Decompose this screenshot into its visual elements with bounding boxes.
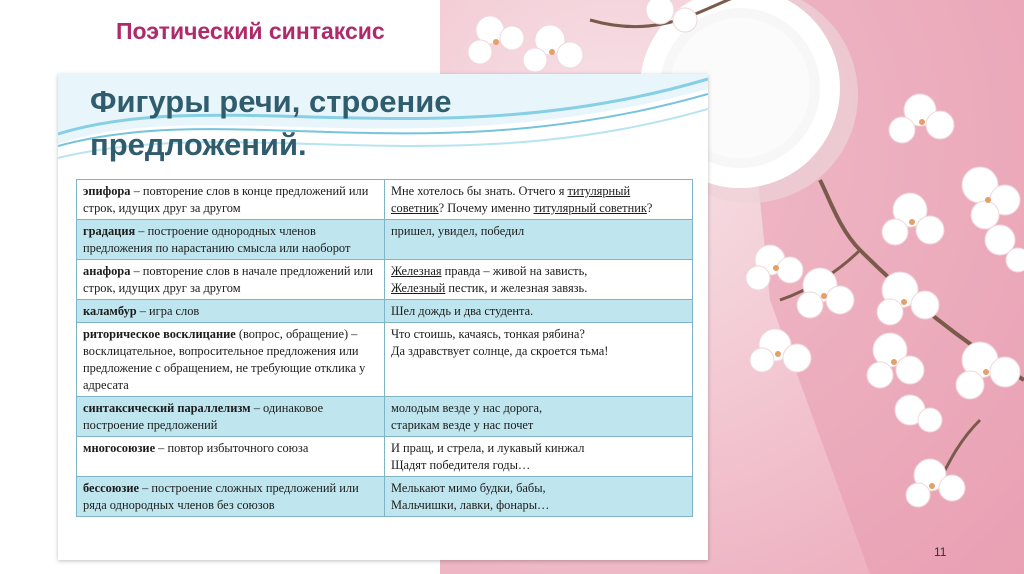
term: многосоюзие: [83, 441, 156, 455]
table-row: [77, 180, 693, 220]
example-text-underlined: Железный: [391, 281, 446, 295]
definition-cell: [77, 323, 385, 397]
definition-cell: [77, 300, 385, 323]
example-cell: [385, 477, 693, 517]
example-text: ? Почему именно: [438, 201, 534, 215]
example-text: И пращ, и стрела, и лукавый кинжал Щадят победителя годы…: [391, 441, 585, 472]
card-heading: [90, 80, 650, 166]
slide-title: Поэтический синтаксис: [116, 18, 385, 44]
example-text-underlined: титулярный советник: [391, 184, 631, 215]
term: эпифора: [83, 184, 131, 198]
table-row: [77, 220, 693, 260]
example-text-underlined: Железная: [391, 264, 442, 278]
term: синтаксический параллелизм: [83, 401, 251, 415]
term: риторическое восклицание: [83, 327, 236, 341]
term: градация: [83, 224, 136, 238]
example-cell: [385, 437, 693, 477]
example-text: Шел дождь и два студента.: [391, 304, 534, 318]
example-cell: [385, 220, 693, 260]
definition: – одинаковое построение предложений: [83, 401, 324, 432]
definition: – повтор избыточного союза: [155, 441, 309, 455]
table-row: [77, 323, 693, 397]
example-cell: [385, 300, 693, 323]
definition-cell: [77, 220, 385, 260]
table-row: [77, 300, 693, 323]
example-text: пришел, увидел, победил: [391, 224, 525, 238]
table-row: [77, 477, 693, 517]
definition: – построение сложных предложений или ряда однородных членов без союзов: [83, 481, 359, 512]
definition: – повторение слов в конце предложений или строк, идущих друг за другом: [83, 184, 369, 215]
heading-line-1: Фигуры речи, строение: [90, 84, 452, 119]
term: бессоюзие: [83, 481, 139, 495]
definition-cell: [77, 260, 385, 300]
example-text-underlined: титулярный советник: [533, 201, 647, 215]
page-number: 11: [934, 545, 947, 559]
definition: – игра слов: [136, 304, 200, 318]
example-cell: [385, 180, 693, 220]
example-text: пестик, и железная завязь.: [445, 281, 588, 295]
example-text: Что стоишь, качаясь, тонкая рябина? Да здравствует солнце, да скроется тьма!: [391, 327, 609, 358]
definition-cell: [77, 180, 385, 220]
example-text: правда – живой на зависть,: [444, 264, 588, 278]
example-text: Мне хотелось бы знать. Отчего я: [391, 184, 568, 198]
heading-line-2: предложений.: [90, 127, 307, 162]
content-card: [58, 74, 708, 560]
table-row: [77, 397, 693, 437]
definition: – повторение слов в начале предложений или строк, идущих друг за другом: [83, 264, 374, 295]
example-text: Мелькают мимо будки, бабы, Мальчишки, лавки, фонары…: [391, 481, 550, 512]
term: анафора: [83, 264, 131, 278]
example-text: молодым везде у нас дорога, старикам везде у нас почет: [391, 401, 543, 432]
figures-table: [76, 179, 693, 517]
table-row: [77, 260, 693, 300]
definition: – построение однородных членов предложения по нарастанию смысла или наоборот: [83, 224, 351, 255]
definition-cell: [77, 397, 385, 437]
definition-cell: [77, 477, 385, 517]
term: каламбур: [83, 304, 137, 318]
definition: (вопрос, обращение) – восклицательное, вопросительное предложения или предложение с обращением, не требующие отклика у адресата: [83, 327, 366, 392]
example-cell: [385, 323, 693, 397]
example-cell: [385, 397, 693, 437]
definition-cell: [77, 437, 385, 477]
example-cell: [385, 260, 693, 300]
table-row: [77, 437, 693, 477]
example-text: ?: [646, 201, 653, 215]
